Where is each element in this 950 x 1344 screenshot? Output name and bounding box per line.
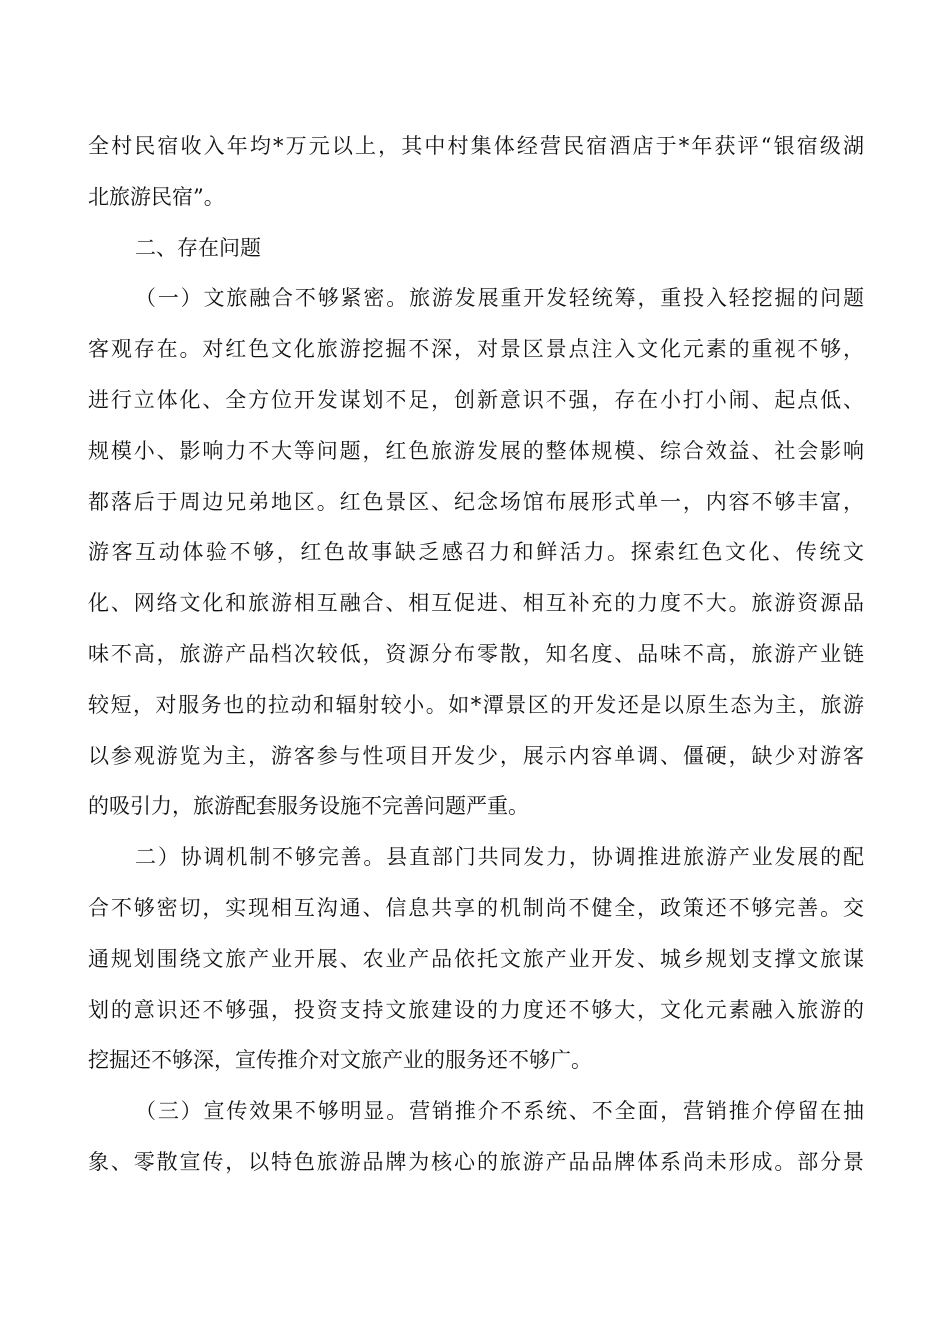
text-line: 味不高，旅游产品档次较低，资源分布零散，知名度、品味不高，旅游产业链	[88, 641, 864, 666]
text-line: 进行立体化、全方位开发谋划不足，创新意识不强，存在小打小闹、起点低、	[88, 387, 864, 412]
document-page	[88, 128, 864, 1195]
text-line: 的吸引力，旅游配套服务设施不完善问题严重。	[88, 794, 529, 819]
text-line: 挖掘还不够深，宣传推介对文旅产业的服务还不够广。	[88, 1048, 592, 1073]
text-line: 化、网络文化和旅游相互融合、相互促进、相互补充的力度不大。旅游资源品	[88, 591, 864, 616]
text-line: 都落后于周边兄弟地区。红色景区、纪念场馆布展形式单一，内容不够丰富，	[88, 489, 864, 514]
section-heading: 二、存在问题	[135, 235, 261, 260]
text-line: 客观存在。对红色文化旅游挖掘不深，对景区景点注入文化元素的重视不够，	[88, 337, 864, 362]
text-line: 通规划围绕文旅产业开展、农业产品依托文旅产业开发、城乡规划支撑文旅谋	[88, 946, 864, 971]
text-line: 合不够密切，实现相互沟通、信息共享的机制尚不健全，政策还不够完善。交	[88, 895, 864, 920]
text-line: 划的意识还不够强，投资支持文旅建设的力度还不够大，文化元素融入旅游的	[88, 997, 864, 1022]
text-line: （三）宣传效果不够明显。营销推介不系统、不全面，营销推介停留在抽	[135, 1099, 864, 1124]
text-line: 全村民宿收入年均*万元以上，其中村集体经营民宿酒店于*年获评“银宿级湖	[88, 134, 864, 158]
text-line: 游客互动体验不够，红色故事缺乏感召力和鲜活力。探索红色文化、传统文	[88, 540, 864, 565]
text-line: 北旅游民宿”。	[88, 184, 225, 209]
text-line: 较短，对服务也的拉动和辐射较小。如*潭景区的开发还是以原生态为主，旅游	[88, 692, 864, 717]
text-line: 以参观游览为主，游客参与性项目开发少，展示内容单调、僵硬，缺少对游客	[88, 743, 864, 768]
text-line: 象、零散宣传，以特色旅游品牌为核心的旅游产品品牌体系尚未形成。部分景	[88, 1149, 864, 1174]
text-line: （一）文旅融合不够紧密。旅游发展重开发轻统筹，重投入轻挖掘的问题	[135, 286, 864, 311]
text-line: 规模小、影响力不大等问题，红色旅游发展的整体规模、综合效益、社会影响	[88, 438, 864, 463]
text-line: 二）协调机制不够完善。县直部门共同发力，协调推进旅游产业发展的配	[135, 845, 864, 870]
